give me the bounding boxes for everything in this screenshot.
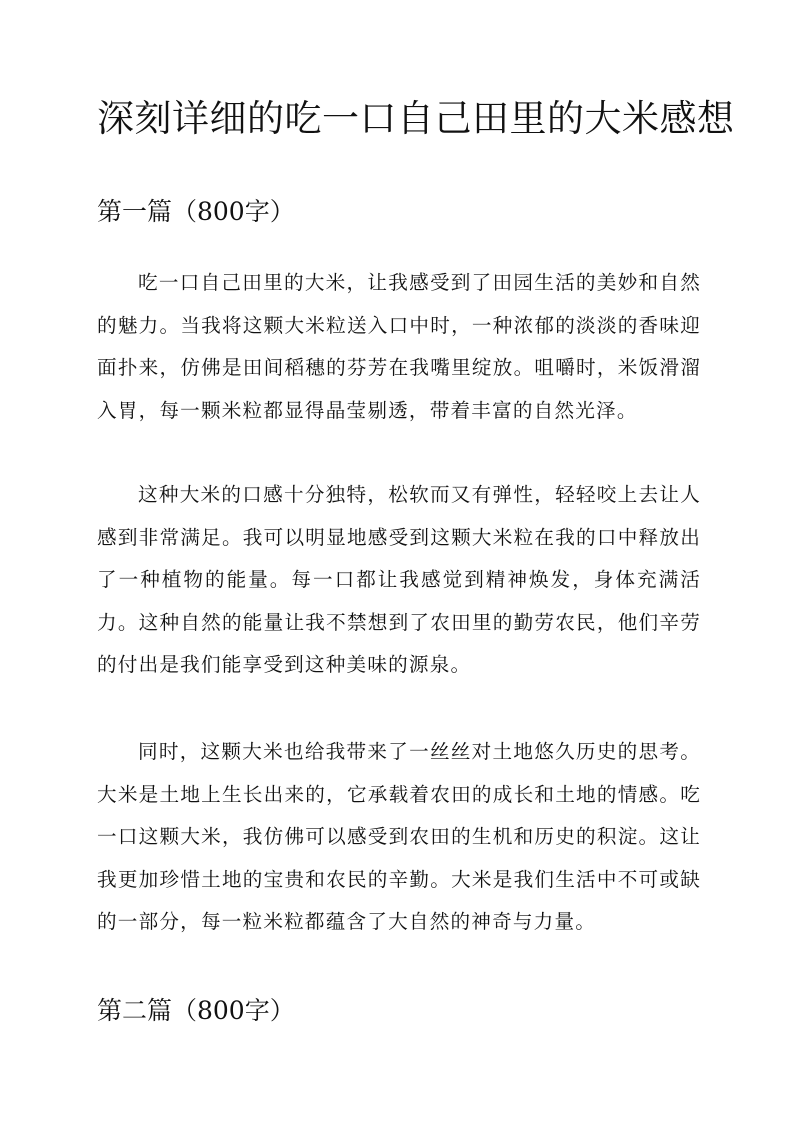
section-heading-1: 第一篇（800字） xyxy=(97,197,295,226)
document-title: 深刻详细的吃一口自己田里的大米感想 xyxy=(97,97,735,140)
paragraph-3: 同时，这颗大米也给我带来了一丝丝对土地悠久历史的思考。大米是土地上生长出来的，它承载着农田的成长和土地的情感。吃一口这颗大米，我仿佛可以感受到农田的生机和历史的积淀。这让我更加珍惜土地的宝贵和农民的辛勤。大米是我们生活中不可或缺的一部分，每一粒米粒都蕴含了大自然的神奇与力量。 xyxy=(97,740,701,933)
section-heading-2: 第二篇（800字） xyxy=(97,996,295,1025)
paragraph-1: 吃一口自己田里的大米，让我感受到了田园生活的美妙和自然的魅力。当我将这颗大米粒送入口中时，一种浓郁的淡淡的香味迎面扑来，仿佛是田间稻穗的芬芳在我嘴里绽放。咀嚼时，米饭滑溜入胃，每一颗米粒都显得晶莹剔透，带着丰富的自然光泽。 xyxy=(97,271,701,422)
paragraph-2: 这种大米的口感十分独特，松软而又有弹性，轻轻咬上去让人感到非常满足。我可以明显地感受到这颗大米粒在我的口中释放出了一种植物的能量。每一口都让我感觉到精神焕发，身体充满活力。这种自然的能量让我不禁想到了农田里的勤劳农民，他们辛劳的付出是我们能享受到这种美味的源泉。 xyxy=(97,483,701,676)
